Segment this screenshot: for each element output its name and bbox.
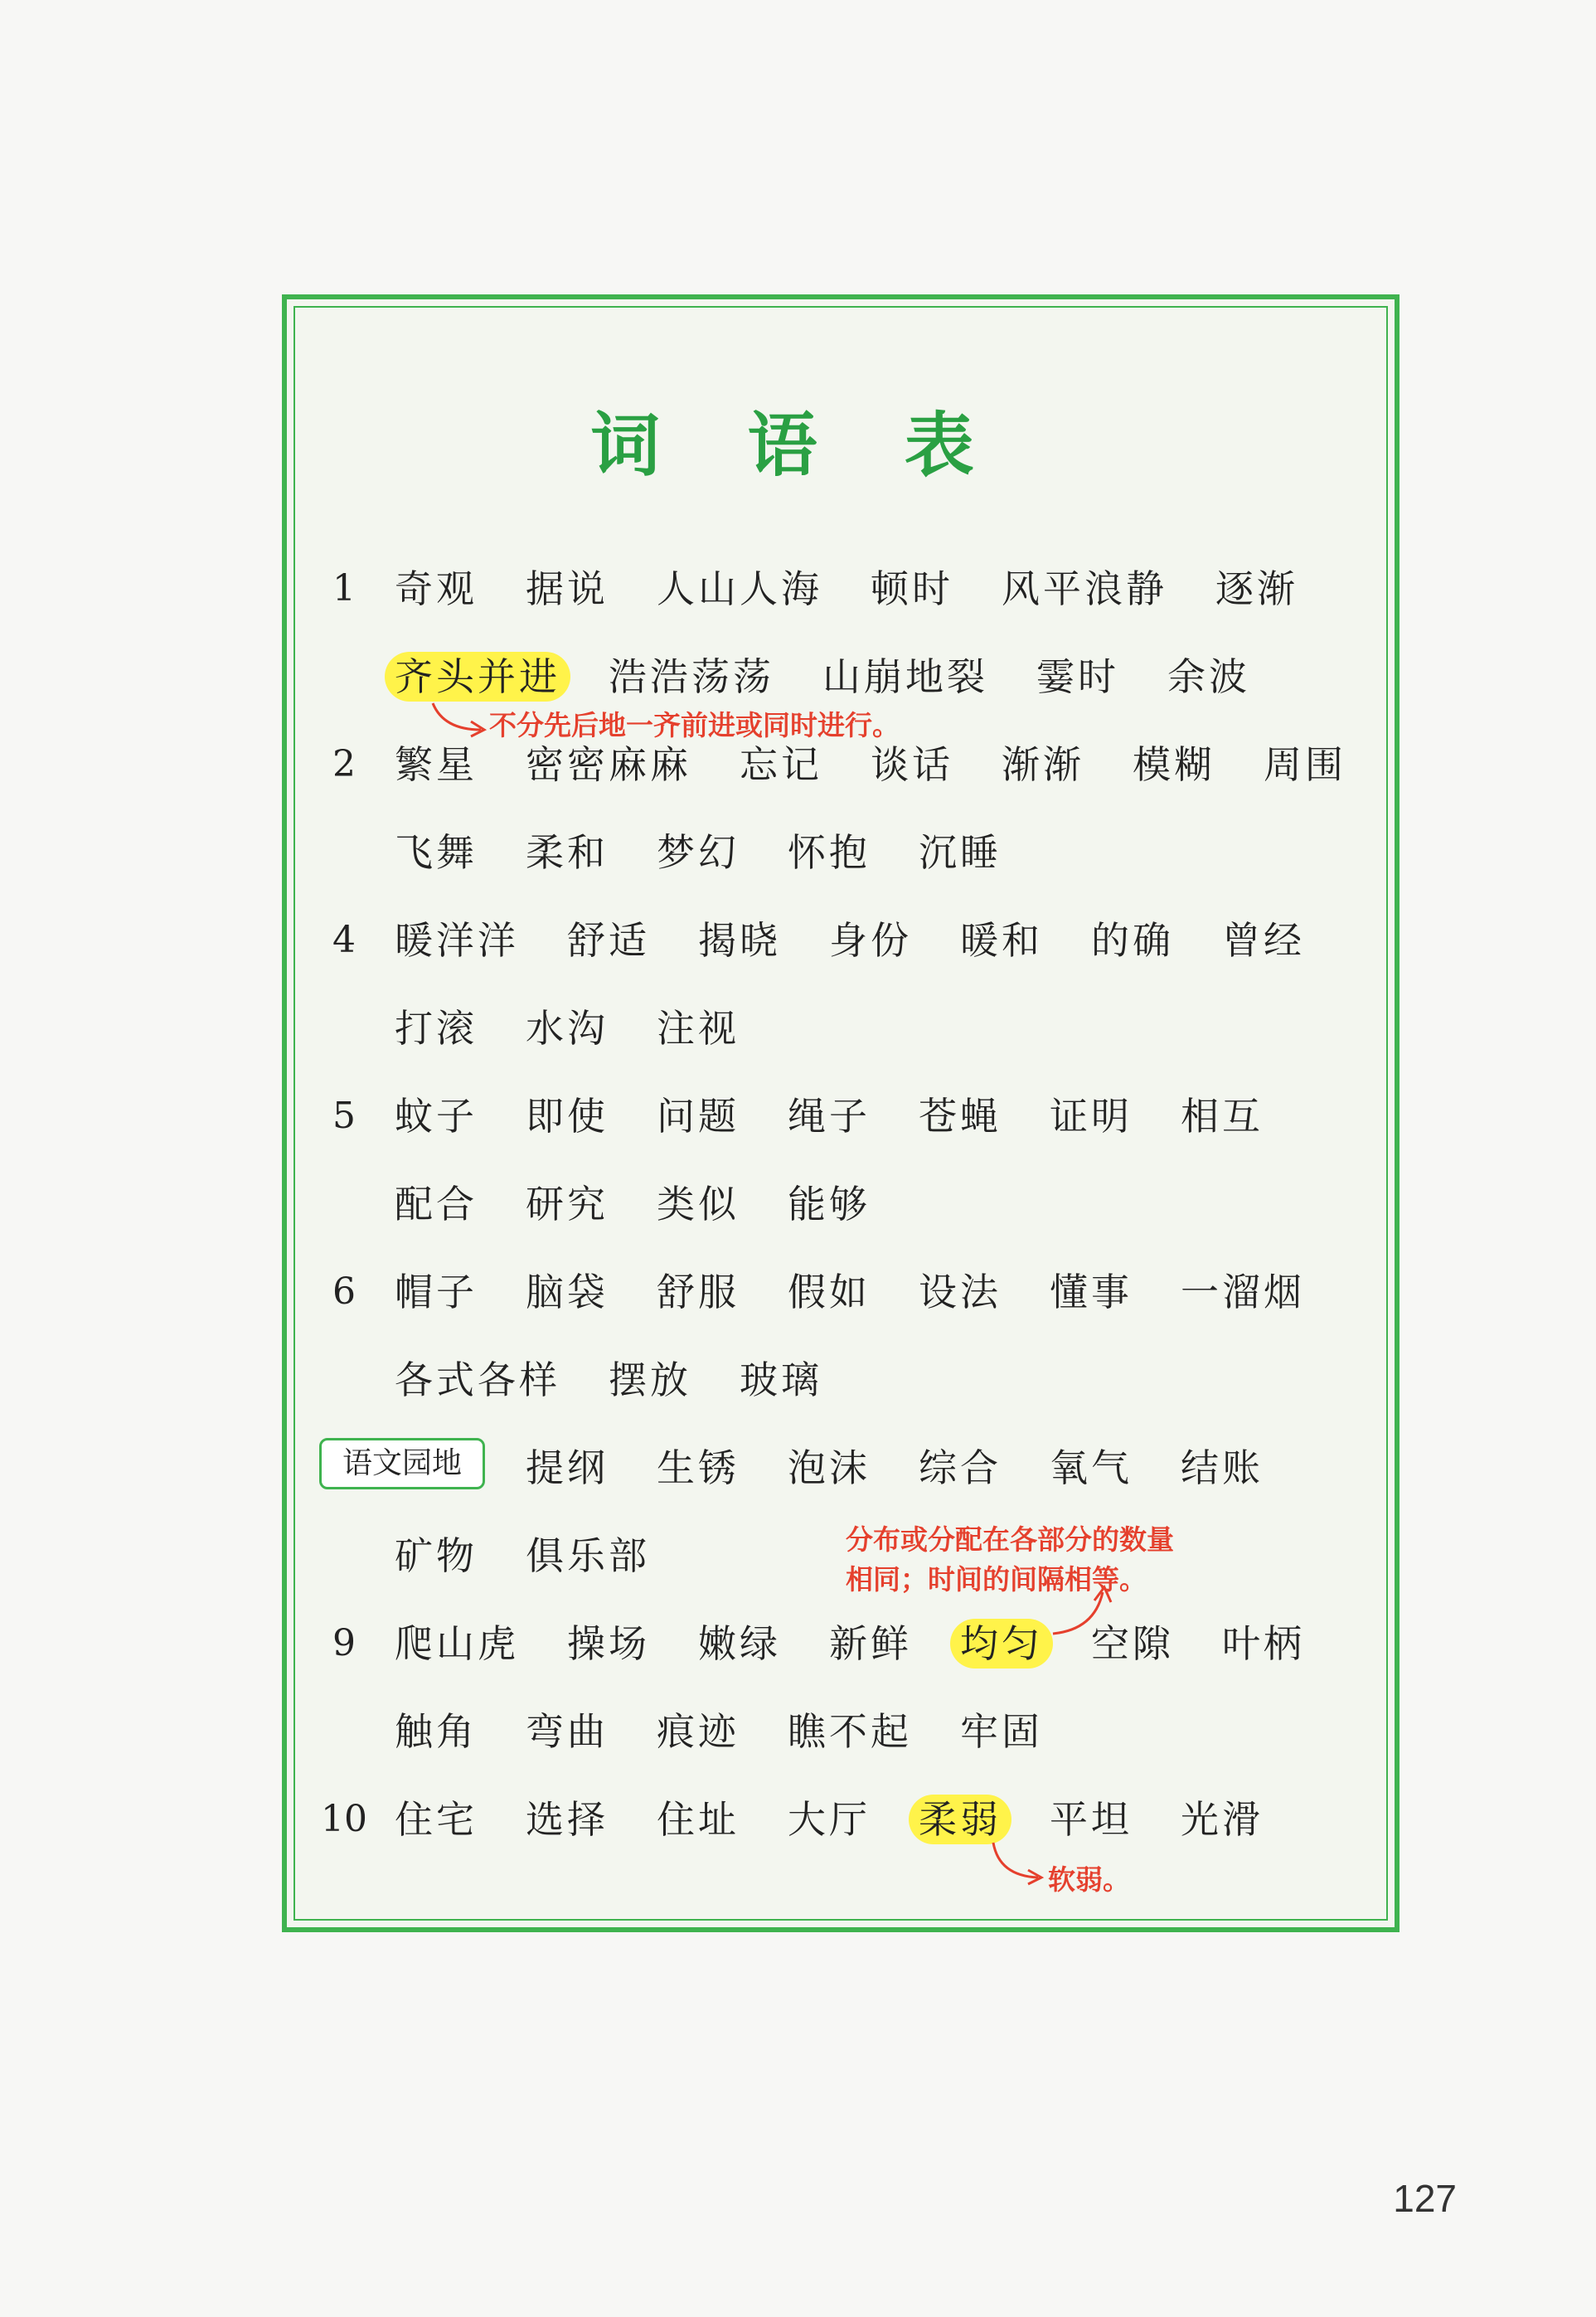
lesson-number: 9 [332,1622,356,1664]
word: 选择 [526,1797,609,1842]
word: 人山人海 [657,566,822,611]
word: 弯曲 [526,1709,609,1754]
word: 能够 [788,1182,871,1227]
word: 怀抱 [788,830,871,875]
word: 模糊 [1133,742,1215,787]
word: 水沟 [526,1006,609,1051]
word: 住址 [657,1797,740,1842]
word: 玻璃 [740,1358,822,1402]
word: 泡沫 [788,1445,871,1490]
page-title: 词 语 表 [590,405,1006,486]
word: 曾经 [1222,918,1305,963]
word: 牢固 [960,1709,1043,1754]
word: 操场 [567,1621,650,1666]
word: 叶柄 [1222,1621,1305,1666]
word: 脑袋 [526,1270,609,1314]
word: 假如 [788,1270,871,1314]
word: 俱乐部 [526,1533,650,1578]
word: 揭晓 [698,918,781,963]
word: 渐渐 [1002,742,1084,787]
word: 研究 [526,1182,609,1227]
word: 绳子 [788,1094,871,1139]
word: 蚊子 [395,1094,478,1139]
word: 证明 [1050,1094,1133,1139]
page-number: 127 [1393,2177,1457,2220]
word: 痕迹 [657,1709,740,1754]
word: 综合 [919,1445,1002,1490]
word: 类似 [657,1182,740,1227]
word: 相互 [1181,1094,1264,1139]
word: 奇观 [395,566,478,611]
word: 即使 [526,1094,609,1139]
highlighted-word: 柔弱 [909,1795,1011,1844]
word: 瞧不起 [788,1709,912,1754]
word: 梦幻 [657,830,740,875]
word: 忘记 [740,742,822,787]
word: 问题 [657,1094,740,1139]
word: 逐渐 [1215,566,1298,611]
word: 一溜烟 [1181,1270,1305,1314]
highlighted-word: 齐头并进 [385,652,570,702]
lesson-number: 5 [332,1095,356,1137]
annotation-qitoubingjin: 不分先后地一齐前进或同时进行。 [489,709,900,741]
word: 光滑 [1181,1797,1264,1842]
word: 余波 [1167,654,1250,699]
word: 霎时 [1036,654,1119,699]
word: 飞舞 [395,830,478,875]
yuwen-yuandi-badge: 语文园地 [319,1438,485,1489]
word: 摆放 [609,1358,691,1402]
word: 的确 [1091,918,1174,963]
word: 矿物 [395,1533,478,1578]
lesson-number: 4 [332,919,356,961]
annotation-junyun-line-2: 相同；时间的间隔相等。 [846,1563,1147,1596]
word: 新鲜 [829,1621,912,1666]
lesson-number: 10 [321,1798,367,1840]
word: 触角 [395,1709,478,1754]
word: 舒服 [657,1270,740,1314]
word: 生锈 [657,1445,740,1490]
word: 柔和 [526,830,609,875]
word: 密密麻麻 [526,742,691,787]
word: 结账 [1181,1445,1264,1490]
word: 顿时 [871,566,953,611]
word: 平坦 [1050,1797,1133,1842]
word: 配合 [395,1182,478,1227]
lesson-number: 2 [332,743,356,785]
highlighted-word: 均匀 [950,1619,1053,1669]
lesson-number: 1 [332,567,356,610]
word: 注视 [657,1006,740,1051]
arrow-qitoubingjin [433,703,481,730]
word: 氧气 [1050,1445,1133,1490]
word: 沉睡 [919,830,1002,875]
word: 空隙 [1091,1621,1174,1666]
word: 据说 [526,566,609,611]
annotation-junyun-line-1: 分布或分配在各部分的数量 [846,1523,1174,1556]
lesson-number: 6 [332,1270,356,1313]
word: 大厅 [788,1797,871,1842]
word: 暖洋洋 [395,918,519,963]
word: 苍蝇 [919,1094,1002,1139]
word: 暖和 [960,918,1043,963]
word: 周围 [1264,742,1346,787]
word: 帽子 [395,1270,478,1314]
word: 懂事 [1050,1270,1133,1314]
word: 爬山虎 [395,1621,519,1666]
annotation-rouruo: 软弱。 [1048,1863,1130,1896]
word: 舒适 [567,918,650,963]
word: 谈话 [871,742,953,787]
word: 住宅 [395,1797,478,1842]
word: 山崩地裂 [822,654,988,699]
word: 风平浪静 [1002,566,1167,611]
word: 设法 [919,1270,1002,1314]
word: 身份 [829,918,912,963]
word: 浩浩荡荡 [609,654,774,699]
word: 打滚 [395,1006,478,1051]
word: 嫩绿 [698,1621,781,1666]
word: 繁星 [395,742,478,787]
word: 提纲 [526,1445,609,1490]
word: 各式各样 [395,1358,560,1402]
